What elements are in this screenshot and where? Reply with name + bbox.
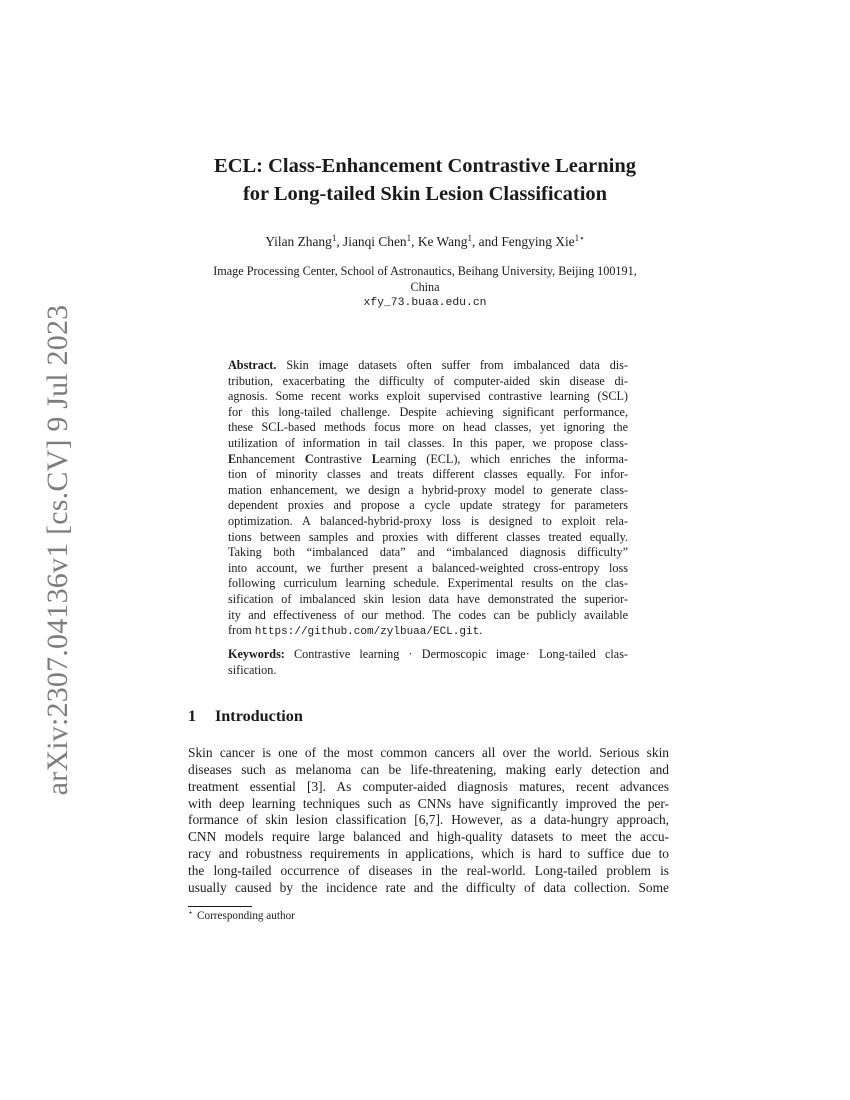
abstract-line: utilization of information in tail classes. In this paper, we propose class- xyxy=(228,435,628,450)
keywords-label: Keywords: xyxy=(228,647,285,661)
abstract-line: following curriculum learning schedule. Experimental results on the clas- xyxy=(228,576,628,591)
keywords-line: sification. xyxy=(228,662,277,677)
author-affiliation-mark: 1 xyxy=(467,233,472,243)
affiliation-line-1: Image Processing Center, School of Astronautics, Beihang University, Beijing 100191, xyxy=(213,264,637,278)
abstract-line: from https://github.com/zylbuaa/ECL.git. xyxy=(228,623,483,639)
abstract-label: Abstract. xyxy=(228,358,277,372)
abstract-line: into account, we further present a balanced-weighted cross-entropy loss xyxy=(228,560,628,575)
abstract-line: ity and effectiveness of our method. The codes can be publicly available xyxy=(228,607,628,622)
title-line-1: ECL: Class-Enhancement Contrastive Learning xyxy=(214,155,636,177)
abstract-line: tion of minority classes and treats different classes equally. For infor- xyxy=(228,467,628,482)
keywords-line: Keywords: Contrastive learning · Dermoscopic image· Long-tailed clas- xyxy=(228,647,628,661)
abstract-line: sification of imbalanced skin lesion data have demonstrated the superior- xyxy=(228,591,628,606)
body-line: Skin cancer is one of the most common cancers all over the world. Serious skin xyxy=(188,745,669,760)
abstract-block xyxy=(228,358,628,639)
abstract-line: mation enhancement, we design a hybrid-proxy model to generate class- xyxy=(228,482,628,497)
abstract-line-ecl: Enhancement Contrastive Learning (ECL), which enriches the informa- xyxy=(228,451,628,466)
body-line: racy and robustness requirements in applications, which is hard to suffice due to xyxy=(188,846,669,862)
introduction-paragraph xyxy=(188,745,669,897)
title-line-2: for Long-tailed Skin Lesion Classification xyxy=(242,183,608,205)
arxiv-identifier-stamp: arXiv:2307.04136v1 [cs.CV] 9 Jul 2023 xyxy=(41,304,74,796)
body-line: CNN models require large balanced and high-quality datasets to meet the accu- xyxy=(188,829,669,845)
footnote-text: Corresponding author xyxy=(197,910,295,922)
author-name: Jianqi Chen xyxy=(343,234,407,249)
author-separator: , xyxy=(336,234,344,249)
author-affiliation-mark: 1 xyxy=(331,233,337,243)
abstract-line: dependent proxies and propose a cycle update strategy for parameters xyxy=(228,498,628,513)
author-name: Yilan Zhang xyxy=(265,234,332,249)
author-name: Ke Wang xyxy=(417,234,468,249)
code-repository-link[interactable]: https://github.com/zylbuaa/ECL.git xyxy=(254,626,480,639)
keywords-block xyxy=(228,647,628,678)
author-separator: , and xyxy=(471,234,502,249)
body-line: diseases such as melanoma can be life-threatening, making early detection and xyxy=(188,761,669,777)
author-separator: , xyxy=(411,234,418,249)
footnote-mark: ⋆ xyxy=(188,908,194,917)
body-line: with deep learning techniques such as CNNs have significantly improved the per- xyxy=(188,795,669,811)
body-line: the long-tailed occurrence of diseases in the real-world. Long-tailed problem is xyxy=(188,862,669,878)
author-list xyxy=(0,233,850,251)
body-line: usually caused by the incidence rate and the difficulty of data collection. Some xyxy=(188,879,669,895)
body-line: treatment essential [3]. As computer-aided diagnosis matures, recent advances xyxy=(188,778,669,794)
author-name: Fengying Xie xyxy=(501,234,575,249)
affiliation-block xyxy=(0,263,850,311)
abstract-line: Abstract. Skin image datasets often suffer from imbalanced data dis- xyxy=(228,358,628,372)
abstract-line: tions between samples and proxies with different classes treated equally. xyxy=(228,529,628,544)
author-affiliation-mark: 1⋆ xyxy=(574,233,585,243)
abstract-line: for this long-tailed challenge. Despite achieving significant performance, xyxy=(228,404,628,419)
abstract-line: tribution, exacerbating the difficulty of computer-aided skin disease di- xyxy=(228,373,628,388)
paper-title xyxy=(0,152,850,208)
affiliation-line-2: China xyxy=(410,280,440,294)
author-email[interactable]: xfy_73.buaa.edu.cn xyxy=(363,297,487,309)
abstract-line: these SCL-based methods focus more on head classes, yet ignoring the xyxy=(228,420,628,435)
footnote-divider xyxy=(188,906,252,907)
section-heading-introduction xyxy=(188,707,303,726)
abstract-line: optimization. A balanced-hybrid-proxy loss is designed to exploit rela- xyxy=(228,513,628,528)
body-line: formance of skin lesion classification [6,7]. However, as a data-hungry approach, xyxy=(188,812,669,828)
footnote xyxy=(188,909,295,923)
author-affiliation-mark: 1 xyxy=(406,233,412,243)
abstract-line: agnosis. Some recent works exploit supervised contrastive learning (SCL) xyxy=(228,389,628,404)
section-title: Introduction xyxy=(215,707,303,725)
section-number: 1 xyxy=(188,707,197,725)
abstract-line: Taking both “imbalanced data” and “imbalanced diagnosis difficulty” xyxy=(228,545,628,560)
